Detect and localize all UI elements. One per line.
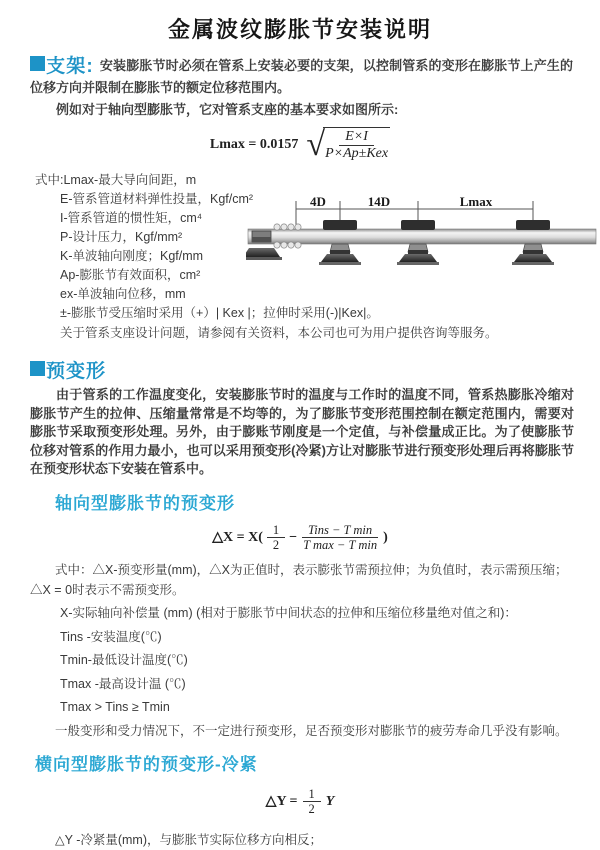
temp-fraction-numerator: Tins − T min [302,523,378,538]
definition-line: Tins -安装温度(℃) [60,629,162,644]
sqrt-body [323,127,390,162]
definition-line: Tmin-最低设计温度(℃) [60,653,188,668]
lateral-formula-rhs: Y [325,793,335,809]
lateral-subsection-heading: 横向型膨胀节的预变形-冷紧 [35,754,258,774]
predeform-paragraph: 由于管系的工作温度变化，安装膨胀节时的温度与工作时的温度不同，管系热膨胀冷缩对膨胀节产生的拉伸、压缩量常常是不均等的，为了膨胀节变形范围控制在额定范围内，需要对膨胀节采取预变形处理。另外，由于膨账节刚度是一个定值，与补偿量成正比。为了使膨胀节位移对管系的作用力最小，也可以采用预变形(冷紧)方让对膨胀节进行预变形处理后再将膨胀节在预变形状态下安装在管系中。 [30,387,574,477]
dimension-label-4d: 4D [310,194,326,209]
half-fraction-denominator: 2 [308,802,315,817]
axial-formula-note: 式中：△X-预变形量(mm)，△X为正值时，表示膨张节需预拉伸；为负值时，表示需预压缩；△X = 0时表示不需预变形。 [30,563,568,598]
dimension-label-14d: 14D [367,194,391,209]
lmax-formula-numerator: E×I [339,129,374,146]
axial-predeform-formula [212,523,388,553]
definition-line: Tmax > Tins ≥ Tmin [60,700,170,715]
support-section-heading: 支架: [46,56,94,77]
half-fraction-numerator: 1 [267,523,285,538]
plusminus-note: ±-膨胀节受压缩时采用（+）| Kex |；拉伸时采用(-)|Kex|。 [60,306,379,321]
definition-line: K-单波轴向刚度；Kgf/mm [60,249,204,264]
bullet-square-icon [30,56,45,71]
support-section [30,55,573,98]
definition-line: X-实际轴向补偿量 (mm) (相对于膨胀节中间状态的拉伸和压缩位移量绝对值之和)： [60,606,517,621]
half-fraction-denominator: 2 [272,538,280,553]
lateral-formula-lhs: △Y = [265,794,298,810]
lateral-formula-note: △Y -冷紧量(mm)，与膨胀节实际位移方向相反； [55,832,323,847]
lmax-formula-lhs: Lmax = 0.0157 [209,136,299,152]
minus-sign: − [289,529,298,545]
temp-fraction-denominator: T max − T min [303,538,378,553]
lmax-formula [210,127,390,162]
definition-line: Tmax -最高设计温 (℃) [60,676,186,691]
definition-line: E-管系管道材料弹性投量，Kgf/cm² [60,192,254,207]
service-note: 关于管系支座设计问题，请参阅有关资料，本公司也可为用户提供咨询等服务。 [60,326,498,341]
sqrt-radical-icon: √ [306,125,326,163]
definition-line: P-设计压力，Kgf/mm² [60,230,183,245]
support-lead-text: 安装膨胀节时必须在管系上安装必要的支架，以控制管系的变形在膨胀节上产生的位移方向并限制在膨胀节的额定位移范围内。 [30,58,573,95]
pipe [248,229,596,244]
predeform-section-heading: 预变形 [46,361,107,383]
predeform-section-heading-row [30,356,600,383]
axial-closing-note: 一般变形和受力情况下，不一定进行预变形，足否预变形对膨胀节的疲劳寿命几乎没有影响。 [55,723,568,738]
axial-definitions [60,604,600,718]
page-title: 金属波纹膨胀节安装说明 [167,17,432,42]
axial-formula-rhs: ) [383,529,388,545]
definition-line: 式中:Lmax-最大导向间距，m [35,173,197,188]
half-fraction-numerator: 1 [303,787,321,802]
definition-line: Ap-膨胀节有效面积，cm² [60,268,201,283]
lateral-predeform-formula [266,787,335,817]
support-example-line: 例如对于轴向型膨胀节，它对管系支座的基本要求如图所示: [56,102,399,117]
pipe-support-diagram-svg [246,193,600,290]
dimension-label-lmax: Lmax [459,194,493,209]
lmax-formula-denominator: P×Ap±Kex [325,146,389,162]
pipe-support-diagram [246,193,600,290]
axial-formula-lhs: △X = X( [212,530,263,546]
definition-line: I-管系管道的惯性矩，cm⁴ [60,211,203,226]
bullet-square-icon [30,361,45,376]
axial-subsection-heading: 轴向型膨胀节的预变形 [55,493,235,513]
definition-line: ex-单波轴向位移，mm [60,287,186,302]
